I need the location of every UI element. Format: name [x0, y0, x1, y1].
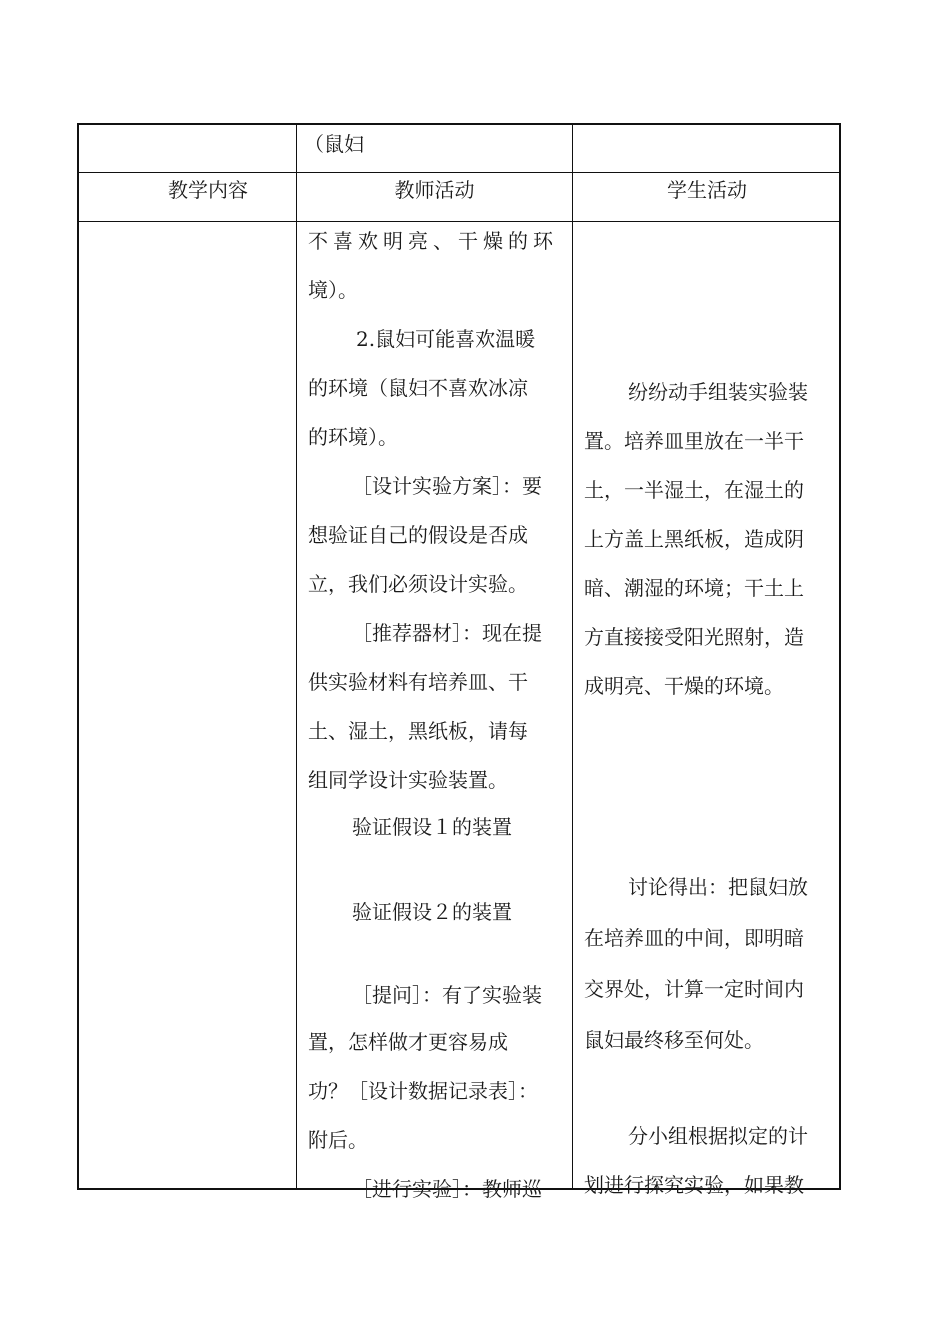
- row-divider: [79, 172, 839, 173]
- text-line: 的环境）。: [308, 425, 398, 449]
- text-line: 暗、潮湿的环境；干土上: [584, 576, 804, 600]
- text-line: 验证假设１的装置: [352, 815, 512, 839]
- text-line: 2.鼠妇可能喜欢温暖: [356, 327, 536, 351]
- text-line: 鼠妇最终移至何处。: [584, 1028, 764, 1052]
- text-line: 立，我们必须设计实验。: [308, 572, 528, 596]
- text-line: 讨论得出：把鼠妇放: [628, 875, 808, 899]
- text-line: 纷纷动手组装实验装: [628, 380, 808, 404]
- text-line: 置。培养皿里放在一半干: [584, 429, 804, 453]
- text-line: 不喜欢明亮、干燥的环: [308, 229, 558, 253]
- text-line: 划进行探究实验，如果教: [584, 1173, 804, 1197]
- header-teacher-activity: 教师活动: [394, 178, 475, 202]
- teacher-activity-cell: [308, 217, 568, 1214]
- text-line: 想验证自己的假设是否成: [308, 523, 528, 547]
- header-student-activity: 学生活动: [667, 178, 747, 202]
- text-line: 交界处，计算一定时间内: [584, 977, 804, 1001]
- top-row-teacher-cell: [304, 129, 569, 159]
- lesson-table: [77, 123, 841, 1201]
- text-line: 土、湿土，黑纸板，请每: [308, 719, 528, 743]
- text-line: 土，一半湿土，在湿土的: [584, 478, 804, 502]
- text-line: 成明亮、干燥的环境。: [584, 674, 784, 698]
- text-line: 的环境（鼠妇不喜欢冰凉: [308, 376, 528, 400]
- text-line: ［设计实验方案］：要: [352, 474, 542, 498]
- text-line: ［提问］：有了实验装: [352, 983, 542, 1007]
- text-line: 境）。: [308, 278, 358, 302]
- text-line: 验证假设２的装置: [352, 900, 512, 924]
- text-line: 在培养皿的中间，即明暗: [584, 926, 804, 950]
- text-line: 置，怎样做才更容易成: [308, 1030, 508, 1054]
- student-activity-cell: [584, 368, 840, 1210]
- continuation-fragment: （鼠妇: [304, 132, 364, 156]
- text-line: 功？［设计数据记录表］：: [308, 1079, 538, 1103]
- text-line: ［进行实验］：教师巡: [352, 1177, 542, 1201]
- text-line: 供实验材料有培养皿、干: [308, 670, 528, 694]
- text-line: 上方盖上黑纸板，造成阴: [584, 527, 804, 551]
- text-line: 组同学设计实验装置。: [308, 768, 508, 792]
- text-line: 分小组根据拟定的计: [628, 1124, 808, 1148]
- column-divider: [296, 125, 297, 1188]
- column-divider: [572, 125, 573, 1188]
- text-line: 方直接接受阳光照射，造: [584, 625, 804, 649]
- text-line: 附后。: [308, 1128, 368, 1152]
- header-teaching-content: 教学内容: [168, 178, 248, 202]
- text-line: ［推荐器材］：现在提: [352, 621, 542, 645]
